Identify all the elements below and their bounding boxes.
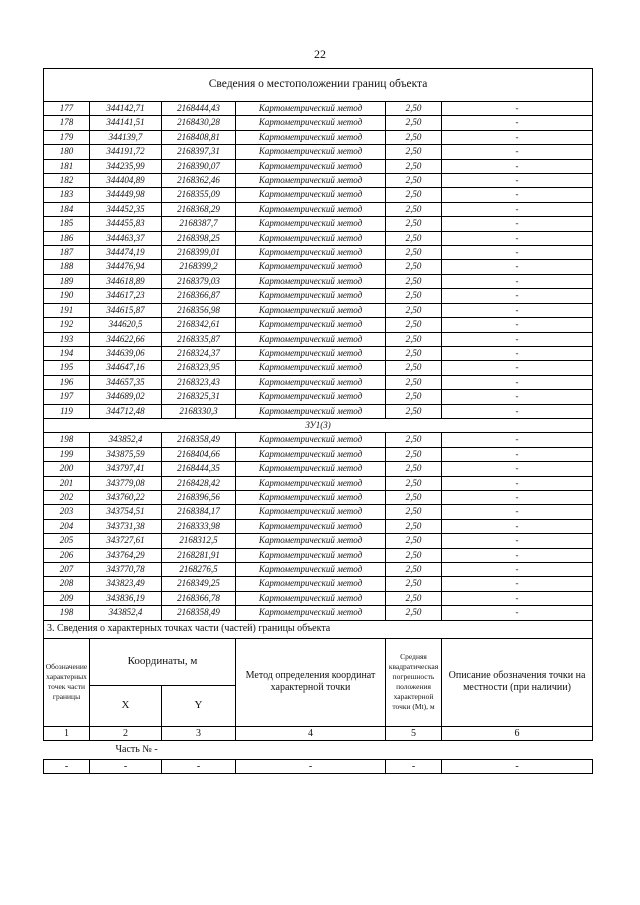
method-cell: Картометрический метод: [236, 217, 386, 231]
description-cell: -: [442, 231, 593, 245]
column-number: 2: [90, 726, 162, 740]
y-cell: 2168324,37: [162, 346, 236, 360]
description-cell: -: [442, 318, 593, 332]
y-cell: 2168349,25: [162, 577, 236, 591]
table-row: [44, 375, 593, 389]
method-cell: Картометрический метод: [236, 577, 386, 591]
table-row: [44, 447, 593, 461]
boundary-table-frame: [43, 68, 592, 774]
description-cell: -: [442, 505, 593, 519]
x-cell: 343823,49: [90, 577, 162, 591]
accuracy-cell: 2,50: [386, 188, 442, 202]
point-id-cell: 183: [44, 188, 90, 202]
accuracy-cell: 2,50: [386, 476, 442, 490]
y-cell: 2168366,87: [162, 289, 236, 303]
section3-title-row: [44, 620, 593, 638]
x-cell: 343779,08: [90, 476, 162, 490]
method-cell: Картометрический метод: [236, 231, 386, 245]
description-cell: -: [442, 563, 593, 577]
description-cell: -: [442, 274, 593, 288]
method-cell: Картометрический метод: [236, 318, 386, 332]
method-cell: Картометрический метод: [236, 260, 386, 274]
point-id-cell: 198: [44, 433, 90, 447]
x-cell: 343754,51: [90, 505, 162, 519]
point-id-cell: 201: [44, 476, 90, 490]
point-id-cell: 200: [44, 462, 90, 476]
table-row: [44, 102, 593, 116]
accuracy-cell: 2,50: [386, 116, 442, 130]
y-cell: 2168399,2: [162, 260, 236, 274]
point-id-cell: 196: [44, 375, 90, 389]
table-row: [44, 332, 593, 346]
x-cell: 344617,23: [90, 289, 162, 303]
table-row: [44, 303, 593, 317]
point-id-cell: 180: [44, 145, 90, 159]
table-row: [44, 260, 593, 274]
y-cell: 2168390,07: [162, 159, 236, 173]
method-cell: Картометрический метод: [236, 563, 386, 577]
x-cell: 344141,51: [90, 116, 162, 130]
y-cell: 2168323,43: [162, 375, 236, 389]
x-cell: 344404,89: [90, 174, 162, 188]
x-cell: 344463,37: [90, 231, 162, 245]
y-cell: 2168397,31: [162, 145, 236, 159]
column-number: 6: [442, 726, 593, 740]
y-cell: 2168281,91: [162, 548, 236, 562]
accuracy-cell: 2,50: [386, 318, 442, 332]
table-row: [44, 318, 593, 332]
y-cell: 2168276,5: [162, 563, 236, 577]
method-cell: Картометрический метод: [236, 591, 386, 605]
method-cell: Картометрический метод: [236, 174, 386, 188]
y-cell: 2168404,66: [162, 447, 236, 461]
point-id-cell: 182: [44, 174, 90, 188]
method-cell: Картометрический метод: [236, 130, 386, 144]
x-cell: 344620,5: [90, 318, 162, 332]
description-cell: -: [442, 145, 593, 159]
table-row: [44, 433, 593, 447]
accuracy-cell: 2,50: [386, 361, 442, 375]
table-row: [44, 476, 593, 490]
method-cell: Картометрический метод: [236, 476, 386, 490]
description-cell: -: [442, 217, 593, 231]
accuracy-cell: 2,50: [386, 591, 442, 605]
header-row: [44, 638, 593, 685]
accuracy-cell: 2,50: [386, 231, 442, 245]
table-row: [44, 591, 593, 605]
description-cell: -: [442, 390, 593, 404]
accuracy-cell: 2,50: [386, 375, 442, 389]
page-number: 22: [314, 47, 326, 61]
y-header: Y: [162, 685, 236, 726]
y-cell: 2168323,95: [162, 361, 236, 375]
point-id-cell: 187: [44, 246, 90, 260]
point-id-cell: 185: [44, 217, 90, 231]
y-cell: 2168333,98: [162, 519, 236, 533]
method-cell: Картометрический метод: [236, 202, 386, 216]
table-row: [44, 519, 593, 533]
y-cell: 2168444,35: [162, 462, 236, 476]
point-id-cell: 178: [44, 116, 90, 130]
accuracy-cell: 2,50: [386, 606, 442, 620]
accuracy-cell: 2,50: [386, 534, 442, 548]
description-cell: -: [442, 447, 593, 461]
table-row: [44, 289, 593, 303]
point-id-cell: 188: [44, 260, 90, 274]
x-cell: 343731,38: [90, 519, 162, 533]
method-cell: Картометрический метод: [236, 534, 386, 548]
x-cell: 344142,71: [90, 102, 162, 116]
y-cell: 2168358,49: [162, 606, 236, 620]
description-cell: -: [442, 346, 593, 360]
table-row: [44, 563, 593, 577]
y-cell: 2168330,3: [162, 404, 236, 418]
method-cell: Картометрический метод: [236, 375, 386, 389]
x-cell: 343797,41: [90, 462, 162, 476]
x-cell: 343852,4: [90, 433, 162, 447]
description-cell: -: [442, 476, 593, 490]
description-cell: -: [442, 260, 593, 274]
x-cell: 344191,72: [90, 145, 162, 159]
method-cell: Картометрический метод: [236, 505, 386, 519]
x-cell: 343852,4: [90, 606, 162, 620]
table-row: [44, 534, 593, 548]
column-number: 4: [236, 726, 386, 740]
point-id-cell: 195: [44, 361, 90, 375]
method-cell: Картометрический метод: [236, 404, 386, 418]
description-cell: -: [442, 188, 593, 202]
point-id-cell: 198: [44, 606, 90, 620]
method-cell: Картометрический метод: [236, 548, 386, 562]
accuracy-cell: 2,50: [386, 202, 442, 216]
y-cell: 2168408,81: [162, 130, 236, 144]
table-row: [44, 606, 593, 620]
y-cell: 2168362,46: [162, 174, 236, 188]
description-cell: -: [442, 159, 593, 173]
table-row: [44, 404, 593, 418]
method-cell: Картометрический метод: [236, 361, 386, 375]
accuracy-cell: 2,50: [386, 217, 442, 231]
point-id-cell: 207: [44, 563, 90, 577]
empty-cell: -: [90, 760, 162, 774]
method-cell: Картометрический метод: [236, 346, 386, 360]
accuracy-cell: 2,50: [386, 390, 442, 404]
description-cell: -: [442, 433, 593, 447]
x-cell: 343764,29: [90, 548, 162, 562]
description-cell: -: [442, 519, 593, 533]
description-cell: -: [442, 591, 593, 605]
description-cell: -: [442, 404, 593, 418]
point-id-cell: 203: [44, 505, 90, 519]
x-cell: 343770,78: [90, 563, 162, 577]
point-id-cell: 119: [44, 404, 90, 418]
x-cell: 344139,7: [90, 130, 162, 144]
table-row: [44, 246, 593, 260]
description-cell: -: [442, 116, 593, 130]
accuracy-cell: 2,50: [386, 246, 442, 260]
part-row: [44, 741, 593, 760]
method-cell: Картометрический метод: [236, 246, 386, 260]
accuracy-cell: 2,50: [386, 519, 442, 533]
x-cell: 344657,35: [90, 375, 162, 389]
accuracy-cell: 2,50: [386, 563, 442, 577]
description-cell: -: [442, 332, 593, 346]
y-cell: 2168368,29: [162, 202, 236, 216]
y-cell: 2168396,56: [162, 490, 236, 504]
column-number: 1: [44, 726, 90, 740]
point-id-cell: 190: [44, 289, 90, 303]
column-number-row: [44, 726, 593, 740]
table-row: [44, 390, 593, 404]
table-row: [44, 577, 593, 591]
table-row: [44, 159, 593, 173]
point-id-cell: 186: [44, 231, 90, 245]
y-cell: 2168325,31: [162, 390, 236, 404]
description-cell: -: [442, 130, 593, 144]
parcel-subheading-row: [44, 418, 593, 432]
description-cell: -: [442, 102, 593, 116]
x-header: X: [90, 685, 162, 726]
accuracy-cell: 2,50: [386, 404, 442, 418]
point-id-cell: 192: [44, 318, 90, 332]
x-cell: 343836,19: [90, 591, 162, 605]
accuracy-cell: 2,50: [386, 102, 442, 116]
accuracy-cell: 2,50: [386, 447, 442, 461]
part-label: Часть № -: [44, 741, 593, 760]
description-cell: -: [442, 577, 593, 591]
point-id-cell: 179: [44, 130, 90, 144]
accuracy-cell: 2,50: [386, 159, 442, 173]
x-cell: 344615,87: [90, 303, 162, 317]
x-cell: 343727,61: [90, 534, 162, 548]
table-row: [44, 231, 593, 245]
description-cell: -: [442, 303, 593, 317]
method-cell: Картометрический метод: [236, 303, 386, 317]
accuracy-cell: 2,50: [386, 346, 442, 360]
x-cell: 344476,94: [90, 260, 162, 274]
x-cell: 344689,02: [90, 390, 162, 404]
column-number: 5: [386, 726, 442, 740]
point-id-cell: 189: [44, 274, 90, 288]
description-cell: -: [442, 174, 593, 188]
boundary-points-table: [43, 68, 593, 774]
accuracy-cell: 2,50: [386, 332, 442, 346]
x-cell: 344712,48: [90, 404, 162, 418]
method-cell: Картометрический метод: [236, 102, 386, 116]
table-row: [44, 361, 593, 375]
empty-cell: -: [162, 760, 236, 774]
table-row: [44, 462, 593, 476]
accuracy-cell: 2,50: [386, 274, 442, 288]
method-cell: Картометрический метод: [236, 159, 386, 173]
y-cell: 2168356,98: [162, 303, 236, 317]
accuracy-cell: 2,50: [386, 548, 442, 562]
y-cell: 2168312,5: [162, 534, 236, 548]
point-id-cell: 193: [44, 332, 90, 346]
accuracy-cell: 2,50: [386, 577, 442, 591]
y-cell: 2168428,42: [162, 476, 236, 490]
y-cell: 2168335,87: [162, 332, 236, 346]
empty-cell: -: [44, 760, 90, 774]
method-cell: Картометрический метод: [236, 447, 386, 461]
method-cell: Картометрический метод: [236, 606, 386, 620]
table-row: [44, 174, 593, 188]
method-cell: Картометрический метод: [236, 188, 386, 202]
y-cell: 2168399,01: [162, 246, 236, 260]
point-id-cell: 194: [44, 346, 90, 360]
method-cell: Картометрический метод: [236, 145, 386, 159]
method-cell: Картометрический метод: [236, 390, 386, 404]
description-cell: -: [442, 375, 593, 389]
y-cell: 2168379,03: [162, 274, 236, 288]
point-id-cell: 202: [44, 490, 90, 504]
method-cell: Картометрический метод: [236, 462, 386, 476]
point-id-cell: 204: [44, 519, 90, 533]
point-id-cell: 206: [44, 548, 90, 562]
accuracy-cell: 2,50: [386, 174, 442, 188]
table-row: [44, 548, 593, 562]
accuracy-cell: 2,50: [386, 433, 442, 447]
x-cell: 344647,16: [90, 361, 162, 375]
method-header: Метод определения координат характерной точки: [236, 638, 386, 726]
y-cell: 2168366,78: [162, 591, 236, 605]
y-cell: 2168430,28: [162, 116, 236, 130]
accuracy-cell: 2,50: [386, 260, 442, 274]
table-row: [44, 490, 593, 504]
accuracy-cell: 2,50: [386, 462, 442, 476]
y-cell: 2168444,43: [162, 102, 236, 116]
accuracy-cell: 2,50: [386, 130, 442, 144]
description-cell: -: [442, 462, 593, 476]
description-cell: -: [442, 548, 593, 562]
description-cell: -: [442, 534, 593, 548]
empty-cell: -: [386, 760, 442, 774]
empty-cell: -: [442, 760, 593, 774]
table-row: [44, 505, 593, 519]
y-cell: 2168398,25: [162, 231, 236, 245]
empty-part-row: [44, 760, 593, 774]
point-id-cell: 181: [44, 159, 90, 173]
method-cell: Картометрический метод: [236, 519, 386, 533]
description-cell: -: [442, 246, 593, 260]
table-row: [44, 145, 593, 159]
column-number: 3: [162, 726, 236, 740]
point-id-cell: 191: [44, 303, 90, 317]
parcel-subheading: ЗУ1(3): [44, 418, 593, 432]
y-cell: 2168355,09: [162, 188, 236, 202]
table-row: [44, 130, 593, 144]
y-cell: 2168342,61: [162, 318, 236, 332]
table-row: [44, 217, 593, 231]
accuracy-cell: 2,50: [386, 145, 442, 159]
accuracy-cell: 2,50: [386, 505, 442, 519]
method-cell: Картометрический метод: [236, 116, 386, 130]
col-point-designation-header: Обозначение характерных точек части границы: [44, 638, 90, 726]
x-cell: 344474,19: [90, 246, 162, 260]
coordinates-header: Координаты, м: [90, 638, 236, 685]
x-cell: 343875,59: [90, 447, 162, 461]
x-cell: 344455,83: [90, 217, 162, 231]
y-cell: 2168387,7: [162, 217, 236, 231]
accuracy-header: Средняя квадратическая погрешность положения характерной точки (Мt), м: [386, 638, 442, 726]
point-id-cell: 205: [44, 534, 90, 548]
point-id-cell: 208: [44, 577, 90, 591]
description-cell: -: [442, 202, 593, 216]
x-cell: 344618,89: [90, 274, 162, 288]
method-cell: Картометрический метод: [236, 490, 386, 504]
x-cell: 344639,06: [90, 346, 162, 360]
method-cell: Картометрический метод: [236, 332, 386, 346]
y-cell: 2168384,17: [162, 505, 236, 519]
x-cell: 344449,98: [90, 188, 162, 202]
accuracy-cell: 2,50: [386, 289, 442, 303]
description-cell: -: [442, 289, 593, 303]
table-row: [44, 202, 593, 216]
empty-cell: -: [236, 760, 386, 774]
y-cell: 2168358,49: [162, 433, 236, 447]
section3-title: 3. Сведения о характерных точках части (частей) границы объекта: [44, 620, 593, 638]
point-id-cell: 177: [44, 102, 90, 116]
accuracy-cell: 2,50: [386, 303, 442, 317]
table-row: [44, 188, 593, 202]
point-id-cell: 197: [44, 390, 90, 404]
description-cell: -: [442, 361, 593, 375]
description-cell: -: [442, 606, 593, 620]
table-row: [44, 346, 593, 360]
table-row: [44, 116, 593, 130]
x-cell: 344622,66: [90, 332, 162, 346]
section-title: Сведения о местоположении границ объекта: [44, 69, 593, 102]
x-cell: 344235,99: [90, 159, 162, 173]
section-title-row: [44, 69, 593, 102]
x-cell: 343760,22: [90, 490, 162, 504]
point-id-cell: 184: [44, 202, 90, 216]
x-cell: 344452,35: [90, 202, 162, 216]
point-id-cell: 209: [44, 591, 90, 605]
table-row: [44, 274, 593, 288]
method-cell: Картометрический метод: [236, 274, 386, 288]
accuracy-cell: 2,50: [386, 490, 442, 504]
point-id-cell: 199: [44, 447, 90, 461]
description-header: Описание обозначения точки на местности (при наличии): [442, 638, 593, 726]
method-cell: Картометрический метод: [236, 289, 386, 303]
description-cell: -: [442, 490, 593, 504]
method-cell: Картометрический метод: [236, 433, 386, 447]
